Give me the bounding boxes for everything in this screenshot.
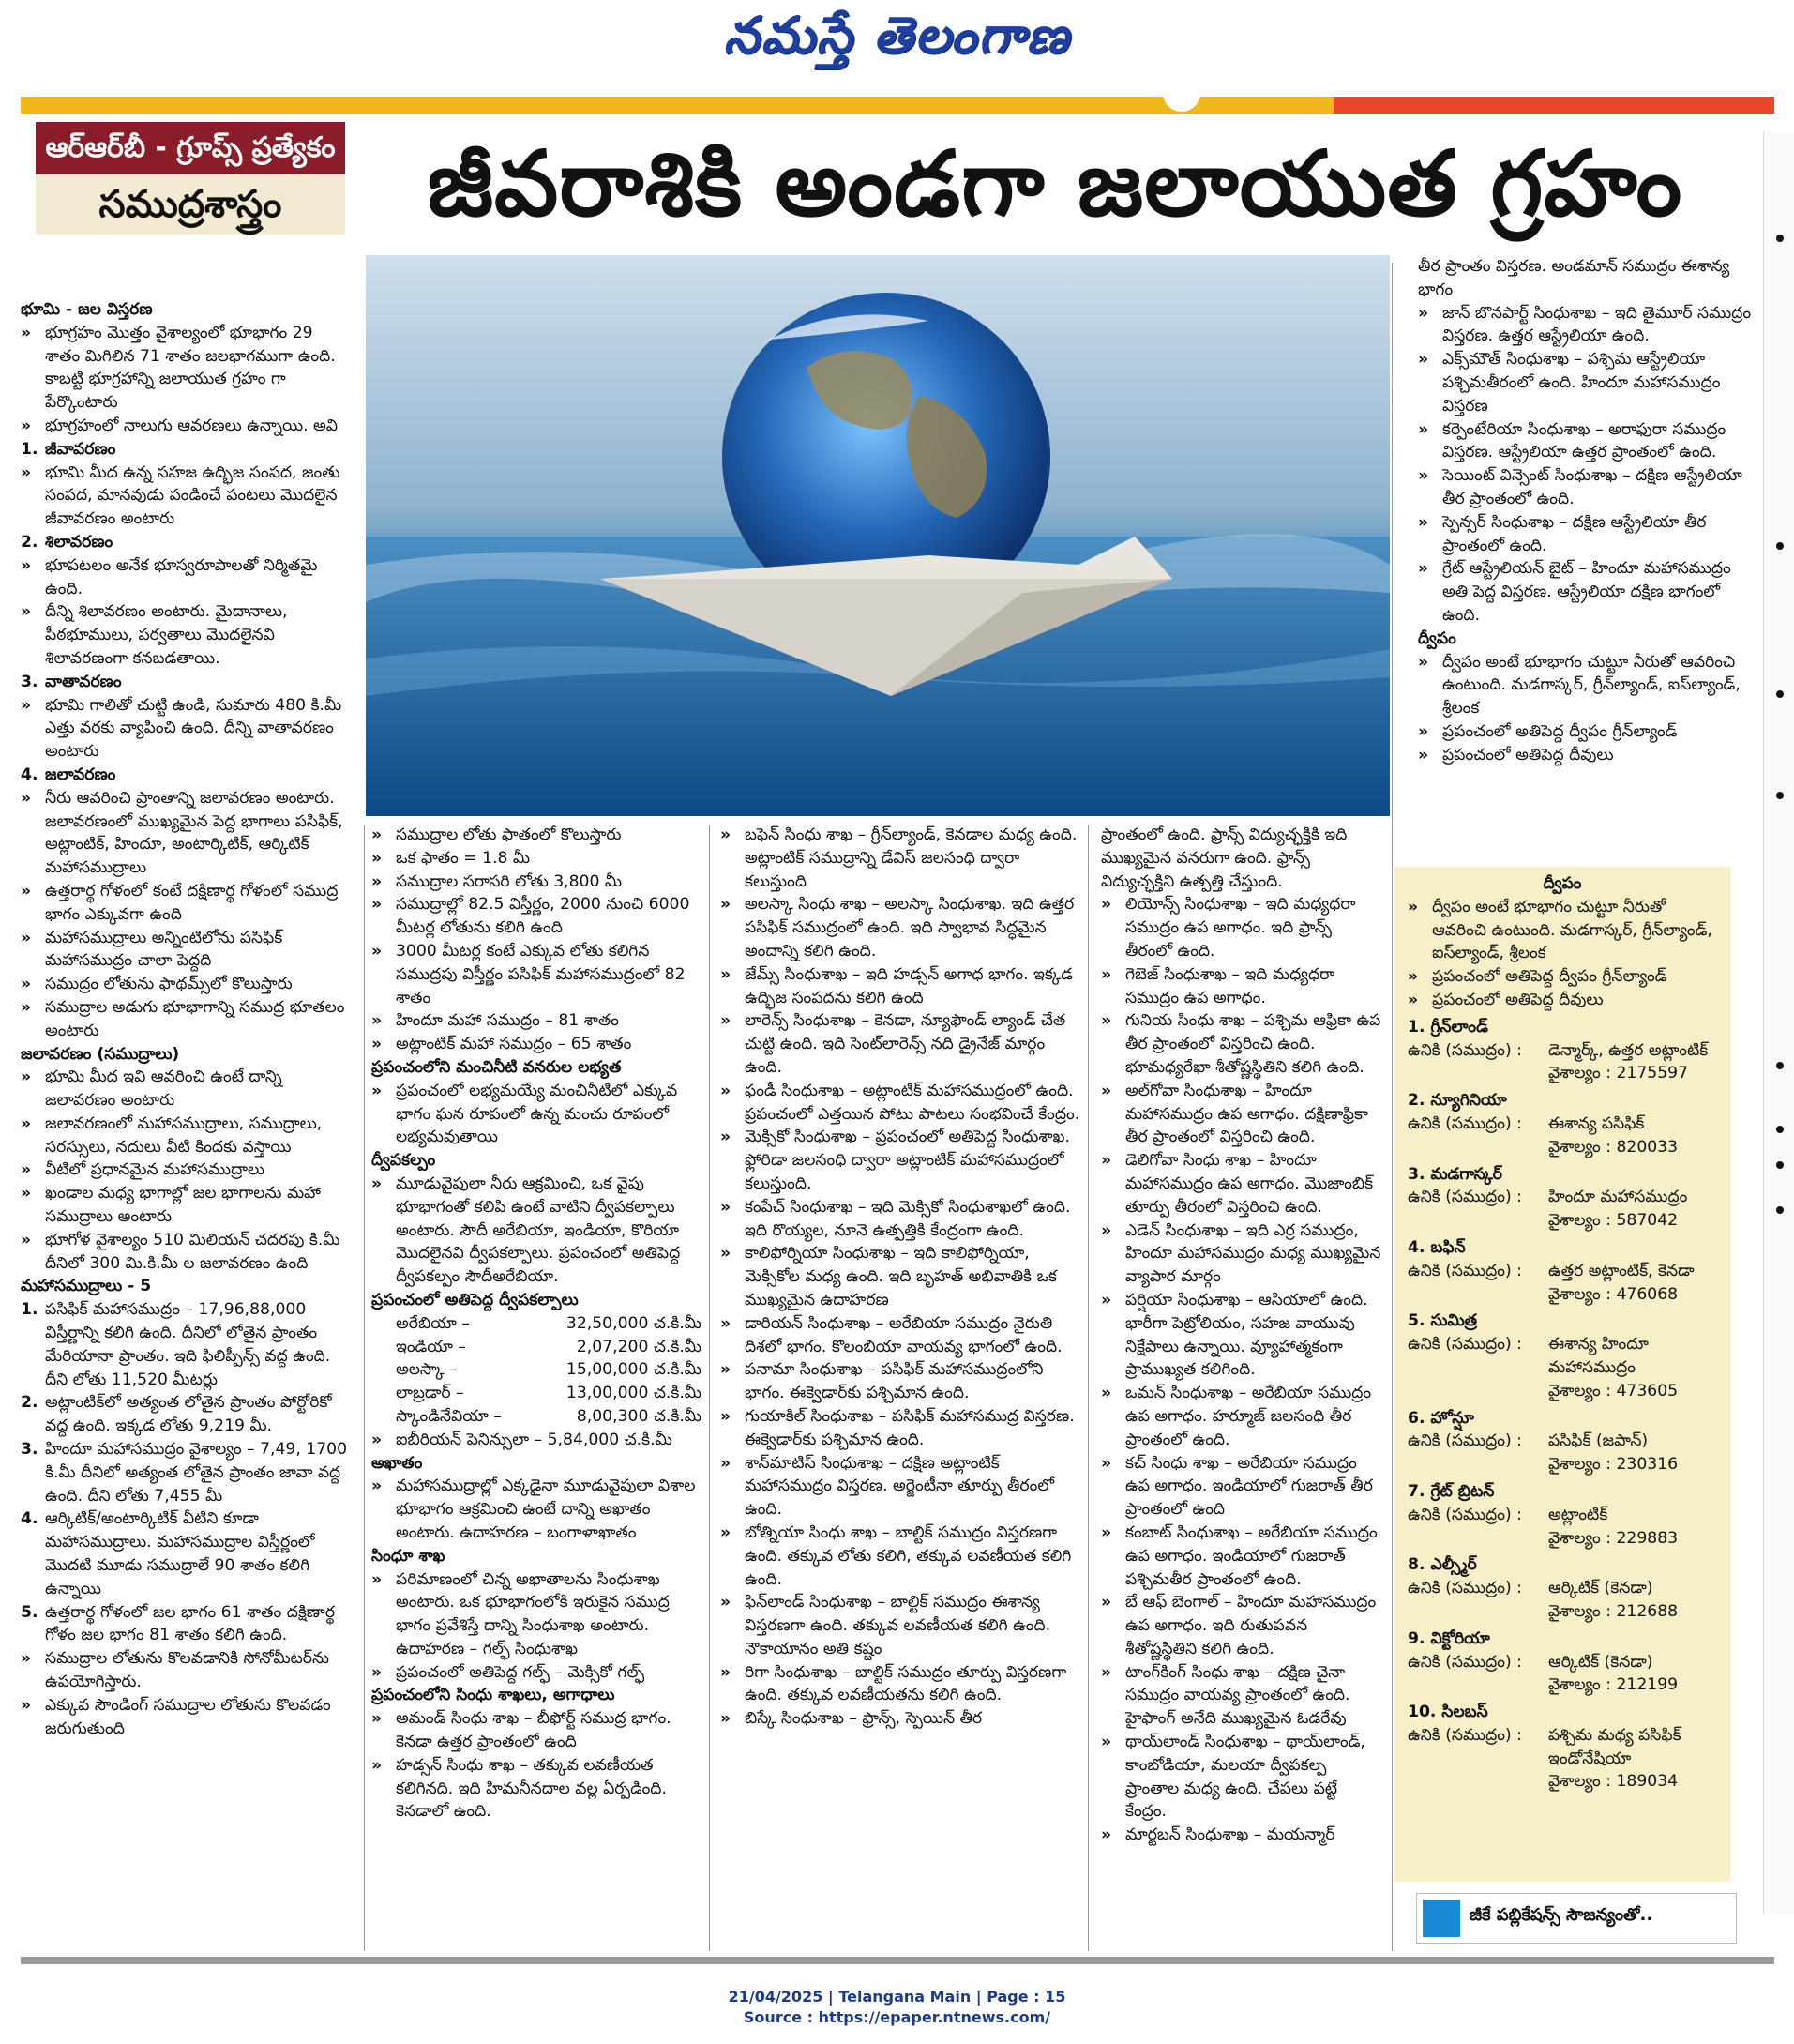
bullet-item: » సముద్రాల సరాసరి లోతు 3,800 మీ — [371, 871, 701, 894]
subheading: మహాసముద్రాలు - 5 — [21, 1277, 152, 1296]
bullet-item: » భూగోళ వైశాల్యం 510 మిలియన్ చదరపు కి.మీ దీనిలో 300 మి.కి.మీ ల జలావరణం ఉంది — [21, 1229, 351, 1276]
bullet-item: » శాన్‌మాటిస్ సింధుశాఖ – దక్షిణ అట్లాంటిక్ మహాసముద్రం విస్తరణ. అర్జెంటీనా తూర్పు తీరంలో ఉంది. — [720, 1452, 1080, 1522]
bottom-rule — [21, 1957, 1774, 1964]
bullet-item: » మహాసముద్రాల్లో ఎక్కడైనా మూడువైపులా విశాల భూభాగం ఆక్రమించి ఉంటే దాన్ని అఖాతం అంటారు. ఉదాహరణ – బంగాళాఖాతం — [371, 1475, 701, 1544]
island-origin: ఆర్కిటిక్ (కెనడా) — [1548, 1652, 1653, 1672]
origin-label: ఉనికి (సముద్రం) : — [1408, 1652, 1522, 1672]
island-name: 1. గ్రీన్‌లాండ్ — [1408, 1017, 1488, 1037]
adjacent-page-strip — [1763, 131, 1794, 1914]
numbered-item — [21, 671, 351, 694]
page-footer — [0, 1987, 1794, 2028]
island-entry: 10. సిలబస్ ఉనికి (సముద్రం) : పశ్చిమ మధ్య పసిఫిక్ ఇండోనేషియా వైశాల్యం : 189034 — [1408, 1701, 1717, 1794]
subheading: ద్వీపకల్పం — [371, 1151, 436, 1171]
subheading: ప్రపంచంలోని సింధు శాఖలు, అగాధాలు — [371, 1686, 615, 1705]
bullet-item: » గ్రేట్ ఆస్ట్రేలియన్ బైట్ – హిందూ మహాసముద్రం అతి పెద్ద విస్తరణ. ఆస్ట్రేలియా దక్షిణ భాగంలో ఉంది. — [1418, 557, 1756, 627]
credit-text: జీకే పబ్లికేషన్స్ సౌజన్యంతో.. — [1470, 1905, 1653, 1925]
bullet-item: » ఫండీ సింధుశాఖ – అట్లాంటిక్ మహాసముద్రంలో ఉంది. ప్రపంచంలో ఎత్తయిన పోటు పాటలు సంభవించే కేంద్రం. — [720, 1080, 1080, 1127]
section-label — [36, 122, 345, 235]
bullet-item: » కర్పెంటేరియా సింధుశాఖ – అరాఫురా సముద్రం విస్తరణ. ఆస్ట్రేలియా ఉత్తర ప్రాంతంలో ఉంది. — [1418, 418, 1756, 465]
credit-color-block — [1423, 1900, 1460, 1937]
bullet-item: » జాన్ బొనపార్ట్ సింధుశాఖ – ఇది తైమూర్ సముద్రం విస్తరణ. ఉత్తర ఆస్ట్రేలియా ఉంది. — [1418, 302, 1756, 349]
item-number: 1. — [21, 439, 38, 459]
bullet-item: » జేమ్స్ సింధుశాఖ – ఇది హడ్సన్ అగాధ భాగం. ఇక్కడ ఉద్భిజ సంపదను కలిగి ఉంది — [720, 963, 1080, 1010]
island-area: 587042 — [1616, 1211, 1679, 1231]
bullet-item: » గెబెజ్ సింధుశాఖ – ఇది మధ్యధరా సముద్రం ఉప అగాధం. — [1101, 963, 1382, 1010]
island-origin: ఈశాన్య పసిఫిక్ — [1548, 1113, 1645, 1133]
article-column-5 — [1418, 255, 1756, 767]
bullet-item: » బోత్నియా సింధు శాఖ – బాల్టిక్ సముద్రం విస్తరణగా ఉంది. తక్కువ లోతు కలిగి, తక్కువ లవణీయత కలిగి ఉంది. — [720, 1522, 1080, 1591]
bullet-item: » నీరు ఆవరించి ప్రాంతాన్ని జలావరణం అంటారు. జలావరణంలో ముఖ్యమైన పెద్ద భాగాలు పసిఫిక్, అట్లాంటిక్, హిందూ, అంటార్కిటిక్, ఆర్కిటిక్ మహాసముద్రాలు — [21, 787, 351, 880]
island-area: 473605 — [1616, 1381, 1679, 1401]
hero-image-globe-paper-boat — [366, 255, 1390, 816]
bullet-item: » సముద్రాల లోతు ఫాతంలో కొలుస్తారు — [371, 824, 701, 847]
bullet-item: » సముద్రం లోతును ఫాథమ్స్‌లో కొలుస్తారు — [21, 973, 351, 996]
area-label: వైశాల్యం — [1548, 1284, 1601, 1304]
island-area: 212199 — [1616, 1675, 1679, 1695]
bullet-item: » మెక్సికో సింధుశాఖ – ప్రపంచంలో అతిపెద్ద సింధుశాఖ. ఫ్లోరిడా జలసంధి ద్వారా అట్లాంటిక్ మహాసముద్రంలో కలుస్తుంది. — [720, 1126, 1080, 1195]
island-name: 6. హోన్షూ — [1408, 1408, 1474, 1428]
article-column-2 — [371, 824, 701, 1824]
bullet-item: » సముద్రాల లోతును కొలవడానికి సోనోమీటర్‌ను ఉపయోగిస్తారు. — [21, 1647, 351, 1694]
bullet-item: » కాలిఫోర్నియా సింధుశాఖ – ఇది కాలిఫోర్నియా, మెక్సికోల మధ్య ఉంది. ఇది బృహత్ అభివాతికి ఒక ముఖ్యమైన ఉదాహరణ — [720, 1242, 1080, 1311]
masthead — [0, 0, 1794, 89]
bullet-item: » ఫిన్‌లాండ్ సింధుశాఖ – బాల్టిక్ సముద్రం ఈశాన్య విస్తరణగా ఉంది. తక్కువ లవణీయత కలిగి ఉంది. నౌకాయానం అతి కష్టం — [720, 1591, 1080, 1660]
island-entry: 9. విక్టోరియా ఉనికి (సముద్రం) : ఆర్కిటిక్ (కెనడా) వైశాల్యం : 212199 — [1408, 1628, 1717, 1697]
bullet-item: » ప్రపంచంలో అతిపెద్ద గల్ఫ్ – మెక్సికో గల్ఫ్ — [371, 1661, 701, 1685]
bullet-item: » ప్రపంచంలో అతిపెద్ద ద్వీపం గ్రీన్‌ల్యాండ్ — [1418, 720, 1756, 744]
island-name: 7. గ్రేట్ బ్రిటన్ — [1408, 1481, 1495, 1501]
bullet-item: » పనామా సింధుశాఖ – పసిఫిక్ మహాసముద్రంలోని భాగం. ఈక్వెడార్‌కు పశ్చిమాన ఉంది. — [720, 1358, 1080, 1405]
island-name: 4. బఫిన్ — [1408, 1237, 1466, 1257]
series-label: ఆర్‌ఆర్‌బీ - గ్రూప్స్ ప్రత్యేకం — [36, 122, 345, 174]
bullet-item: » పర్షియా సింధుశాఖ – ఆసియాలో ఉంది. భారీగా పెట్రోలియం, సహజ వాయువు నిక్షేపాలు ఉన్నాయి. వ్యూహాత్మకంగా ప్రాముఖ్యత కలిగింది. — [1101, 1289, 1382, 1382]
island-area: 229883 — [1616, 1528, 1679, 1548]
island-origin: ఆర్కిటిక్ (కెనడా) — [1548, 1579, 1653, 1598]
islands-title: ద్వీపం — [1543, 874, 1582, 893]
bullet-item: » ఐబీరియన్ పెనిన్సులా – 5,84,000 చ.కి.మీ — [371, 1429, 701, 1452]
peninsula-name: అలస్కా – — [396, 1360, 458, 1380]
peninsula-name: ఇండియా – — [396, 1337, 466, 1356]
bullet-item: » ప్రపంచంలో అతిపెద్ద ద్వీపం గ్రీన్‌ల్యాండ్ — [1408, 965, 1717, 989]
area-label: వైశాల్యం — [1548, 1381, 1601, 1401]
origin-label: ఉనికి (సముద్రం) : — [1408, 1113, 1522, 1133]
bullet-item: » ద్వీపం అంటే భూభాగం చుట్టూ నీరుతో ఆవరించి ఉంటుంది. మడగాస్కర్, గ్రీన్‌ల్యాండ్, ఐస్‌ల్యాండ్, శ్రీలంక — [1408, 896, 1717, 965]
item-text: జలావరణం — [45, 765, 116, 784]
origin-label: ఉనికి (సముద్రం) : — [1408, 1040, 1522, 1060]
island-origin: పశ్చిమ మధ్య పసిఫిక్ ఇండోనేషియా — [1548, 1725, 1681, 1768]
item-text: పసిఫిక్ మహాసముద్రం – 17,96,88,000 విస్తీర్ణాన్ని కలిగి ఉంది. దీనిలో లోతైన ప్రాంతం మేరియానా ప్రాంతం. ఇది ఫిలిప్పీన్స్ వద్ద ఉంది. దీని లోతు 11,520 మీటర్లు — [45, 1300, 331, 1389]
peninsula-row — [371, 1405, 701, 1429]
item-text: అట్లాంటిక్‌లో అత్యంత లోతైన ప్రాంతం పోర్టోరికో వద్ద ఉంది. ఇక్కడ లోతు 9,219 మీ. — [45, 1393, 332, 1436]
numbered-item — [21, 531, 351, 554]
bullet-item: » ఉత్తరార్థ గోళంలో కంటే దక్షిణార్థ గోళంలో సముద్ర భాగం ఎక్కువగా ఉంది — [21, 880, 351, 927]
subheading: ప్రపంచంలో అతిపెద్ద ద్వీపకల్పాలు — [371, 1290, 579, 1310]
numbered-item — [21, 1298, 351, 1391]
area-label: వైశాల్యం — [1548, 1064, 1601, 1083]
bullet-item: » బఫెన్ సింధు శాఖ – గ్రీన్‌ల్యాండ్, కెనడాల మధ్య ఉంది. అట్లాంటిక్ సముద్రాన్ని డేవిస్ జలసంధి ద్వారా కలుస్తుంది — [720, 824, 1080, 893]
island-area: 212688 — [1616, 1601, 1679, 1621]
item-text: శిలావరణం — [45, 532, 113, 552]
bullet-item: » మార్టబన్ సింధుశాఖ – మయన్మార్ — [1101, 1824, 1382, 1847]
subheading: సింధూ శాఖ — [371, 1546, 445, 1566]
island-name: 9. విక్టోరియా — [1408, 1628, 1490, 1648]
island-entry: 3. మడగాస్కర్ ఉనికి (సముద్రం) : హిందూ మహాసముద్రం వైశాల్యం : 587042 — [1408, 1163, 1717, 1233]
bullet-item: » ప్రపంచంలో అతిపెద్ద దీవులు — [1418, 744, 1756, 767]
bullet-item: » భూమి మీద ఉన్న సహజ ఉద్భిజ సంపద, జంతు సంపద, మానవుడు పండించే పంటలు మొదలైన జీవావరణం అంటారు — [21, 462, 351, 531]
item-number: 5. — [21, 1602, 38, 1622]
numbered-item — [21, 764, 351, 787]
origin-label: ఉనికి (సముద్రం) : — [1408, 1261, 1522, 1280]
bullet-item: » ద్వీపం అంటే భూభాగం చుట్టూ నీరుతో ఆవరించి ఉంటుంది. మడగాస్కర్, గ్రీన్‌ల్యాండ్, ఐస్‌ల్యాండ్, శ్రీలంక — [1418, 651, 1756, 720]
island-entry: 5. సుమిత్ర ఉనికి (సముద్రం) : ఈశాన్య హిందూ మహాసముద్రం వైశాల్యం : 473605 — [1408, 1310, 1717, 1402]
peninsula-name: స్కాండినేవియా – — [396, 1406, 502, 1426]
bullet-item: » జలావరణంలో మహాసముద్రాలు, సముద్రాలు, సరస్సులు, నదులు వీటి కిందకు వస్తాయి — [21, 1113, 351, 1159]
item-text: ఆర్కిటిక్/అంటార్కిటిక్ వీటిని కూడా మహాసముద్రాలు. మహాసముద్రాల విస్తీర్ణంలో మొదటి మూడు సముద్రాలే 90 శాతం కలిగి ఉన్నాయి — [45, 1509, 315, 1598]
island-entry: 1. గ్రీన్‌లాండ్ ఉనికి (సముద్రం) : డెన్మార్క్, ఉత్తర అట్లాంటిక్ వైశాల్యం : 2175597 — [1408, 1016, 1717, 1085]
item-text: వాతావరణం — [45, 672, 122, 691]
bullet-item: » హడ్సన్ సింధు శాఖ – తక్కువ లవణీయత కలిగినది. ఇది హిమనీనదాల వల్ల ఏర్పడింది. కెనడాలో ఉంది. — [371, 1754, 701, 1824]
peninsula-name: లాబ్రడార్ – — [396, 1384, 464, 1403]
page-headline: జీవరాశికి అండగా జలాయుత గ్రహం — [427, 131, 1683, 236]
item-number: 3. — [21, 1440, 38, 1460]
area-label: వైశాల్యం — [1548, 1137, 1601, 1157]
bullet-item: » స్పెన్సర్ సింధుశాఖ – దక్షిణ ఆస్ట్రేలియా తీర ప్రాంతంలో ఉంది. — [1418, 511, 1756, 558]
bullet-item: » ఎక్స్‌మౌత్ సింధుశాఖ – పశ్చిమ ఆస్ట్రేలియా పశ్చిమతీరంలో ఉంది. హిందూ మహాసముద్రం విస్తరణ — [1418, 348, 1756, 417]
paragraph: ప్రాంతంలో ఉంది. ఫ్రాన్స్ విద్యుచ్ఛక్తికి ఇది ముఖ్యమైన వనరుగా ఉంది. ఫ్రాన్స్ విద్యుచ్ఛక్తిని ఉత్పత్తి చేస్తుంది. — [1101, 825, 1348, 891]
bullet-item: » బిస్కే సింధుశాఖ – ఫ్రాన్స్, స్పెయిన్ తీర — [720, 1707, 1080, 1731]
bullet-item: » గునియ సింధు శాఖ – పశ్చిమ ఆఫ్రికా ఉప తీర ప్రాంతంలో విస్తరించి ఉంది. భూమధ్యరేఖా శీతోష్ణస్థితిని కలిగి ఉంది. — [1101, 1009, 1382, 1079]
area-label: వైశాల్యం — [1548, 1455, 1601, 1475]
bullet-item: » అలస్కా సింధు శాఖ – అలస్కా సింధుశాఖ. ఇది ఉత్తర పసిఫిక్ సముద్రంలో ఉంది. ఇది స్వాభావ సిద్ధమైన అందాన్ని కలిగి ఉంది. — [720, 893, 1080, 962]
subheading: భూమి - జల విస్తరణ — [21, 300, 153, 319]
area-label: వైశాల్యం — [1548, 1528, 1601, 1548]
bullet-item: » సముద్రాల్లో 82.5 విస్తీర్ణం, 2000 నుంచి 6000 మీటర్ల లోతును కలిగి ఉంది — [371, 893, 701, 940]
top-color-bar — [21, 97, 1774, 114]
numbered-item — [21, 1391, 351, 1438]
peninsula-row — [371, 1312, 701, 1336]
peninsula-name: అరేబియా – — [396, 1313, 470, 1333]
bullet-item: » కచ్ సింధు శాఖ – అరేబియా సముద్రం ఉప అగాధం. ఇండియాలో గుజరాత్ తీర ప్రాంతంలో ఉంది — [1101, 1452, 1382, 1522]
numbered-item — [21, 1438, 351, 1507]
origin-label: ఉనికి (సముద్రం) : — [1408, 1579, 1522, 1598]
item-number: 4. — [21, 765, 38, 784]
numbered-item — [21, 1601, 351, 1648]
bullet-item: » ఒక ఫాతం = 1.8 మీ — [371, 847, 701, 871]
island-entry: 8. ఎల్స్మీర్ ఉనికి (సముద్రం) : ఆర్కిటిక్ (కెనడా) వైశాల్యం : 212688 — [1408, 1553, 1717, 1623]
subheading: ద్వీపం — [1418, 628, 1456, 648]
bullet-item: » దీన్ని శిలావరణం అంటారు. మైదానాలు, పీఠభూములు, పర్వతాలు మొదలైనవి శిలావరణంగా కనబడతాయి. — [21, 600, 351, 670]
island-origin: ఈశాన్య హిందూ మహాసముద్రం — [1548, 1335, 1649, 1377]
peninsula-area: 8,00,300 చ.కి.మీ — [576, 1406, 701, 1426]
island-area: 820033 — [1616, 1137, 1679, 1157]
island-name: 3. మడగాస్కర్ — [1408, 1164, 1502, 1184]
peninsula-row — [371, 1336, 701, 1359]
island-area: 189034 — [1616, 1772, 1679, 1792]
subheading: జలావరణం (సముద్రాలు) — [21, 1044, 180, 1064]
peninsula-area: 32,50,000 చ.కి.మీ — [565, 1313, 701, 1333]
origin-label: ఉనికి (సముద్రం) : — [1408, 1335, 1522, 1355]
bullet-item: » అట్లాంటిక్ మహా సముద్రం – 65 శాతం — [371, 1033, 701, 1056]
bullet-item: » 3000 మీటర్ల కంటే ఎక్కువ లోతు కలిగిన సముద్రపు విస్తీర్ణం పసిఫిక్ మహాసముద్రంలో 82 శాతం — [371, 940, 701, 1009]
bullet-item: » భూపటలం అనేక భూస్వరూపాలతో నిర్మితమై ఉంది. — [21, 554, 351, 601]
peninsula-row — [371, 1358, 701, 1382]
globe-boat-illustration — [366, 255, 1390, 816]
bullet-item: » హిందూ మహా సముద్రం – 81 శాతం — [371, 1009, 701, 1033]
bullet-item: » టాంగ్‌కింగ్ సింధు శాఖ – దక్షిణ చైనా సముద్రం వాయవ్య ప్రాంతంలో ఉంది. హైఫాంగ్ అనేది ముఖ్యమైన ఓడరేవు — [1101, 1661, 1382, 1731]
bullet-item: » డెలిగోవా సింధు శాఖ – హిందూ మహాసముద్రం ఉప అగాధం. మొజాంబిక్ తూర్పు తీరంలో విస్తరించి ఉంది. — [1101, 1149, 1382, 1219]
area-label: వైశాల్యం — [1548, 1675, 1601, 1695]
item-number: 2. — [21, 532, 38, 552]
subheading: ప్రపంచంలోని మంచినీటి వనరుల లభ్యత — [371, 1057, 622, 1077]
bullet-item: » ప్రపంచంలో లభ్యమయ్యే మంచినీటిలో ఎక్కువ భాగం ఘన రూపంలో ఉన్న మంచు రూపంలో లభ్యమవుతాయి — [371, 1080, 701, 1149]
island-name: 5. సుమిత్ర — [1408, 1311, 1478, 1331]
island-name: 2. న్యూగినియా — [1408, 1091, 1507, 1111]
bullet-item: » గుయాకిల్ సింధుశాఖ – పసిఫిక్ మహాసముద్ర విస్తరణ. ఈక్వెడార్‌కు పశ్చిమాన ఉంది. — [720, 1405, 1080, 1452]
peninsula-row — [371, 1382, 701, 1405]
bullet-item: » అమండ్ సింధు శాఖ – బీఫోర్ట్ సముద్ర భాగం. కెనడా ఉత్తర ప్రాంతంలో ఉంది — [371, 1707, 701, 1754]
publisher-credit — [1416, 1893, 1737, 1944]
island-entry: 2. న్యూగినియా ఉనికి (సముద్రం) : ఈశాన్య పసిఫిక్ వైశాల్యం : 820033 — [1408, 1089, 1717, 1158]
bullet-item: » భూగ్రహం మొత్తం వైశాల్యంలో భూభాగం 29 శాతం మిగిలిన 71 శాతం జలభాగముగా ఉంది. కాబట్టి భూగ్రహాన్ని జలాయుత గ్రహం గా పేర్కొంటారు — [21, 322, 351, 415]
bullet-item: » భూమి మీద ఇవి ఆవరించి ఉంటే దాన్ని జలావరణం అంటారు — [21, 1066, 351, 1113]
island-area: 476068 — [1616, 1284, 1679, 1304]
island-name: 10. సిలబస్ — [1408, 1703, 1488, 1722]
numbered-item — [21, 438, 351, 462]
paragraph: తీర ప్రాంతం విస్తరణ. అండమాన్ సముద్రం ఈశాన్య భాగం — [1418, 257, 1730, 299]
bullet-item: » ప్రపంచంలో అతిపెద్ద దీవులు — [1408, 989, 1717, 1012]
island-origin: డెన్మార్క్, ఉత్తర అట్లాంటిక్ — [1548, 1040, 1709, 1060]
island-entry: 7. గ్రేట్ బ్రిటన్ ఉనికి (సముద్రం) : అట్లాంటిక్ వైశాల్యం : 229883 — [1408, 1480, 1717, 1550]
island-entry: 4. బఫిన్ ఉనికి (సముద్రం) : ఉత్తర అట్లాంటిక్, కెనడా వైశాల్యం : 476068 — [1408, 1236, 1717, 1306]
area-label: వైశాల్యం — [1548, 1211, 1601, 1231]
bullet-item: » థాయ్‌లాండ్ సింధుశాఖ – థాయ్‌లాండ్, కాంబోడియా, మలయా ద్వీపకల్ప ప్రాంతాల మధ్య ఉంది. చేపలు పట్టే కేంద్రం. — [1101, 1731, 1382, 1824]
bullet-item: » భూగ్రహంలో నాలుగు ఆవరణలు ఉన్నాయి. అవి — [21, 415, 351, 438]
numbered-item — [21, 1507, 351, 1600]
peninsula-area: 15,00,000 చ.కి.మీ — [565, 1360, 701, 1380]
island-origin: పసిఫిక్ (జపాన్) — [1548, 1431, 1649, 1451]
footer-date-edition: 21/04/2025 | Telangana Main | Page : 15 — [728, 1988, 1066, 2006]
bullet-item: » ఎక్కువ సౌండింగ్ సముద్రాల లోతును కొలవడం జరుగుతుంది — [21, 1694, 351, 1741]
peninsula-area: 2,07,200 చ.కి.మీ — [576, 1337, 701, 1356]
area-label: వైశాల్యం — [1548, 1601, 1601, 1621]
subject-label: సముద్రశాస్త్రం — [36, 174, 345, 235]
bullet-item: » రిగా సింధుశాఖ – బాల్టిక్ సముద్రం తూర్పు విస్తరణగా ఉంది. తక్కువ లవణీయతను కలిగి ఉంది. — [720, 1661, 1080, 1708]
bullet-item: » డారియన్ సింధుశాఖ – అరేబియా సముద్రం నైరుతి దిశలో భాగం. కొలంబియా వాయవ్య భాగంలో ఉంది. — [720, 1312, 1080, 1359]
origin-label: ఉనికి (సముద్రం) : — [1408, 1188, 1522, 1207]
subheading: అఖాతం — [371, 1453, 423, 1473]
bullet-item: » ఖండాల మధ్య భాగాల్లో జల భాగాలను మహా సముద్రాలు అంటారు — [21, 1182, 351, 1229]
item-text: ఉత్తరార్థ గోళంలో జల భాగం 61 శాతం దక్షిణార్థ గోళం జల భాగం 81 శాతం కలిగి ఉంది. — [45, 1602, 336, 1645]
bullet-item: » మూడువైపులా నీరు ఆక్రమించి, ఒక వైపు భూభాగంతో కలిపి ఉంటే వాటిని ద్వీపకల్పాలు అంటారు. సౌదీ అరేబియా, ఇండియా, కొరియా మొదలైనవి ద్వీపకల్పాలు. ప్రపంచంలో అతిపెద్ద ద్వీపకల్పం సౌదీఅరేబియా. — [371, 1173, 701, 1289]
origin-label: ఉనికి (సముద్రం) : — [1408, 1505, 1522, 1524]
bullet-item: » వీటిలో ప్రధానమైన మహాసముద్రాలు — [21, 1158, 351, 1182]
item-text: జీవావరణం — [45, 439, 116, 459]
bullet-item: » ఎడెన్ సింధుశాఖ – ఇది ఎర్ర సముద్రం, హిందూ మహాసముద్రం మధ్య ముఖ్యమైన వ్యాపార మార్గం — [1101, 1219, 1382, 1289]
island-entry: 6. హోన్షూ ఉనికి (సముద్రం) : పసిఫిక్ (జపాన్) వైశాల్యం : 230316 — [1408, 1407, 1717, 1476]
bullet-item: » బే ఆఫ్ బెంగాల్ – హిందూ మహాసముద్రం ఉప అగాధం. ఇది రుతుపవన శీతోష్ణస్థితిని కలిగి ఉంది. — [1101, 1591, 1382, 1660]
origin-label: ఉనికి (సముద్రం) : — [1408, 1725, 1522, 1745]
bullet-item: » మహాసముద్రాలు అన్నింటిలోను పసిఫిక్ మహాసముద్రం చాలా పెద్దది — [21, 927, 351, 974]
bullet-item: » సెయింట్ విన్సెంట్ సింధుశాఖ – దక్షిణ ఆస్ట్రేలియా తీర ప్రాంతంలో ఉంది. — [1418, 464, 1756, 511]
island-name: 8. ఎల్స్మీర్ — [1408, 1555, 1477, 1575]
area-label: వైశాల్యం — [1548, 1772, 1601, 1792]
item-text: హిందూ మహాసముద్రం వైశాల్యం – 7,49, 1700 కి.మీ దీనిలో అత్యంత లోతైన ప్రాంతం జావా వద్ద ఉంది. దీని లోతు 7,455 మీ — [45, 1440, 348, 1506]
bullet-item: » కంబాట్ సింధుశాఖ – అరేబియా సముద్రం ఉప అగాధం. ఇండియాలో గుజరాత్ పశ్చిమతీర ప్రాంతంలో ఉంది. — [1101, 1522, 1382, 1591]
island-origin: ఉత్తర అట్లాంటిక్, కెనడా — [1548, 1261, 1695, 1280]
bullet-item: » ఒమన్ సింధుశాఖ – అరేబియా సముద్రం ఉప అగాధం. హర్మూజ్ జలసంధి తీర ప్రాంతంలో ఉంది. — [1101, 1382, 1382, 1451]
item-number: 3. — [21, 672, 38, 691]
bullet-item: » భూమి గాలితో చుట్టి ఉండి, సుమారు 480 కి.మీ ఎత్తు వరకు వ్యాపించి ఉంది. దీన్ని వాతావరణం అంటారు — [21, 694, 351, 764]
bullet-item: » పరిమాణంలో చిన్న అఖాతాలను సింధుశాఖ అంటారు. ఒక భూభాగంలోకి ఇరుకైన సముద్ర భాగం ప్రవేశిస్తే దాన్ని సింధుశాఖ అంటారు. ఉదాహరణ – గల్ఫ్ సింధుశాఖ — [371, 1568, 701, 1661]
bullet-item: » లియోన్స్ సింధుశాఖ – ఇది మధ్యధరా సముద్రం ఉప అగాధం. ఇది ఫ్రాన్స్ తీరంలో ఉంది. — [1101, 893, 1382, 962]
origin-label: ఉనికి (సముద్రం) : — [1408, 1431, 1522, 1451]
island-area: 230316 — [1616, 1455, 1679, 1475]
item-number: 1. — [21, 1300, 38, 1320]
bullet-item: » అల్‌గోవా సింధుశాఖ – హిందూ మహాసముద్రం ఉప అగాధం. దక్షిణాఫ్రికా తీర ప్రాంతంలో విస్తరించి ఉంది. — [1101, 1080, 1382, 1149]
footer-source-link[interactable]: Source : https://epaper.ntnews.com/ — [743, 2008, 1051, 2026]
article-column-3 — [720, 824, 1080, 1731]
newspaper-logo: నమస్తే తెలంగాణ — [723, 6, 1071, 65]
largest-islands-box — [1394, 867, 1730, 1882]
bullet-item: » కంపేచ్ సింధుశాఖ – ఇది మెక్సికో సింధుశాఖలో ఉంది. ఇది రొయ్యల, నూనె ఉత్పత్తికి కేంద్రంగా ఉంది. — [720, 1196, 1080, 1243]
island-origin: అట్లాంటిక్ — [1548, 1505, 1608, 1524]
bullet-item: » సముద్రాల అడుగు భూభాగాన్ని సముద్ర భూతలం అంటారు — [21, 996, 351, 1043]
article-column-1 — [21, 298, 351, 1740]
island-area: 2175597 — [1616, 1064, 1689, 1083]
article-column-4 — [1101, 824, 1382, 1847]
bullet-item: » లారెన్స్ సింధుశాఖ – కెనడా, న్యూఫౌండ్ ల్యాండ్ చేత చుట్టి ఉంది. ఇది సెంట్‌లారెన్స్ నది డ్రైనేజ్ మార్గం ఉంది. — [720, 1009, 1080, 1079]
item-number: 2. — [21, 1393, 38, 1413]
item-number: 4. — [21, 1509, 38, 1529]
island-origin: హిందూ మహాసముద్రం — [1548, 1188, 1688, 1207]
peninsula-area: 13,00,000 చ.కి.మీ — [565, 1384, 701, 1403]
